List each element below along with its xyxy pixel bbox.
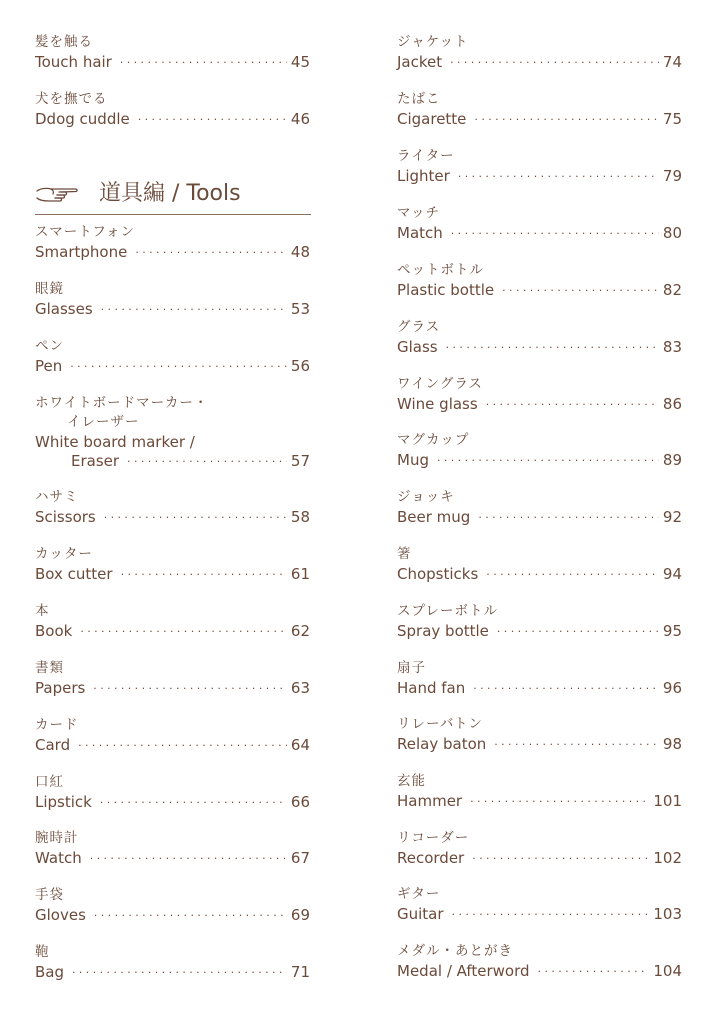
dot-leader (104, 508, 287, 527)
entry-title-en: Wine glass (397, 395, 478, 413)
entry-title-ja: 書類 (35, 660, 64, 676)
entry-title-en: Gloves (35, 906, 86, 924)
page-number: 56 (290, 357, 310, 375)
entry-title-en: Spray bottle (397, 622, 489, 640)
toc-entry[interactable] (397, 91, 682, 135)
toc-entry[interactable] (35, 91, 310, 135)
dot-leader (486, 565, 659, 584)
entry-title-en: Glass (397, 338, 438, 356)
entry-title-ja: カード (35, 717, 79, 733)
toc-entry[interactable] (397, 148, 682, 192)
entry-title-ja: リレーバトン (397, 716, 484, 732)
toc-entry[interactable] (35, 830, 310, 874)
page-number: 96 (662, 679, 682, 697)
dot-leader (120, 53, 287, 72)
page-number: 89 (662, 451, 682, 469)
page-number: 66 (290, 793, 310, 811)
entry-title-en: Papers (35, 679, 86, 697)
dot-leader (497, 622, 659, 641)
dot-leader (472, 849, 649, 868)
entry-title-ja: スマートフォン (35, 224, 136, 240)
entry-title-en: Hammer (397, 792, 463, 810)
entry-title-en: Mug (397, 451, 429, 469)
page-number: 101 (653, 792, 682, 810)
toc-entry[interactable] (397, 603, 682, 647)
dot-leader (94, 906, 287, 925)
dot-leader (474, 110, 658, 129)
entry-title-ja: ワイングラス (397, 376, 483, 392)
entry-title-en: Book (35, 622, 73, 640)
dot-leader (538, 962, 650, 981)
section-title: 道具編 / Tools (99, 181, 241, 206)
entry-title-ja: ジャケット (397, 34, 469, 50)
dot-leader (458, 167, 659, 186)
toc-entry[interactable] (397, 830, 682, 874)
page-number: 63 (290, 679, 310, 697)
entry-title-ja: スプレーボトル (397, 603, 498, 619)
entry-title-en: Touch hair (35, 53, 112, 71)
toc-entry[interactable] (35, 224, 310, 268)
dot-leader (78, 736, 287, 755)
page-number: 67 (290, 849, 310, 867)
page-number: 62 (290, 622, 310, 640)
entry-title-ja: マッチ (397, 205, 440, 221)
toc-entry[interactable] (35, 660, 310, 704)
dot-leader (478, 508, 659, 527)
page-number: 48 (290, 243, 310, 261)
dot-leader (93, 679, 287, 698)
dot-leader (437, 451, 659, 470)
entry-title-ja: 箸 (397, 546, 412, 562)
entry-title-en: Ddog cuddle (35, 110, 130, 128)
toc-entry[interactable] (35, 944, 310, 988)
page-number: 95 (662, 622, 682, 640)
toc-entry[interactable] (35, 395, 310, 475)
dot-leader (138, 110, 287, 129)
pointing-hand-icon (35, 182, 79, 204)
entry-title-ja: グラス (397, 319, 441, 335)
toc-entry[interactable] (397, 660, 682, 704)
entry-title-ja: 鞄 (35, 944, 50, 960)
entry-title-en: Jacket (397, 53, 443, 71)
toc-entry[interactable] (35, 34, 310, 78)
entry-title-ja: マグカップ (397, 432, 470, 448)
toc-entry[interactable] (35, 281, 310, 325)
entry-title-ja: ライター (397, 148, 455, 164)
entry-title-ja: 玄能 (397, 773, 426, 789)
page-number: 69 (290, 906, 310, 924)
dot-leader (452, 905, 650, 924)
entry-title-ja: メダル・あとがき (397, 943, 513, 959)
page-number: 104 (653, 962, 682, 980)
entry-title-en: Guitar (397, 905, 444, 923)
page-number: 75 (662, 110, 682, 128)
entry-title-ja: ペン (35, 338, 64, 354)
entry-title-en: Plastic bottle (397, 281, 495, 299)
page-number: 46 (290, 110, 310, 128)
dot-leader (502, 281, 659, 300)
entry-title-ja-line2: イレーザー (67, 414, 140, 430)
dot-leader (450, 53, 659, 72)
toc-entry[interactable] (397, 432, 682, 476)
toc-entry[interactable] (397, 34, 682, 78)
entry-title-en: Match (397, 224, 443, 242)
entry-title-ja: 口紅 (35, 774, 64, 790)
entry-title-ja: リコーダー (397, 830, 470, 846)
entry-title-ja: ジョッキ (397, 489, 455, 505)
entry-title-en: Hand fan (397, 679, 466, 697)
dot-leader (451, 224, 659, 243)
entry-title-en: Chopsticks (397, 565, 479, 583)
toc-entry[interactable] (35, 887, 310, 931)
entry-title-en: Lighter (397, 167, 450, 185)
toc-entry[interactable] (397, 716, 682, 760)
dot-leader (494, 735, 659, 754)
page-number: 74 (662, 53, 682, 71)
dot-leader (135, 243, 287, 262)
entry-title-en: Beer mug (397, 508, 471, 526)
dot-leader (80, 622, 287, 641)
entry-title-en: Card (35, 736, 71, 754)
page-number: 64 (290, 736, 310, 754)
page-number: 103 (653, 905, 682, 923)
entry-title-ja: カッター (35, 546, 93, 562)
toc-entry[interactable] (35, 603, 310, 647)
dot-leader (72, 963, 287, 982)
entry-title-en: Bag (35, 963, 65, 981)
dot-leader (101, 300, 287, 319)
entry-title-ja: 眼鏡 (35, 281, 64, 297)
toc-entry[interactable] (397, 773, 682, 817)
entry-title-ja: 手袋 (35, 887, 64, 903)
entry-title-en: Scissors (35, 508, 96, 526)
page-number: 61 (290, 565, 310, 583)
entry-title-ja: 腕時計 (35, 830, 79, 846)
dot-leader (90, 849, 287, 868)
page-number: 57 (290, 452, 310, 470)
toc-entry[interactable] (35, 774, 310, 818)
entry-title-ja: ギター (397, 886, 441, 902)
toc-entry[interactable] (397, 886, 682, 930)
dot-leader (470, 792, 649, 811)
entry-title-ja: ホワイトボードマーカー・ (35, 395, 209, 411)
entry-title-ja: 髪を触る (35, 34, 93, 50)
page-number: 58 (290, 508, 310, 526)
toc-entry[interactable] (397, 262, 682, 306)
dot-leader (121, 565, 287, 584)
dot-leader (100, 793, 287, 812)
page-number: 82 (662, 281, 682, 299)
entry-title-en: Relay baton (397, 735, 487, 753)
dot-leader (486, 395, 659, 414)
toc-entry[interactable] (397, 205, 682, 249)
page-number: 86 (662, 395, 682, 413)
toc-entry[interactable] (35, 338, 310, 382)
page-number: 98 (662, 735, 682, 753)
entry-title-en: Medal / Afterword (397, 962, 530, 980)
toc-entry[interactable] (35, 489, 310, 533)
dot-leader (446, 338, 659, 357)
toc-entry[interactable] (397, 376, 682, 420)
dot-leader (127, 452, 287, 471)
entry-title-en: Watch (35, 849, 82, 867)
section-heading-tools (35, 176, 311, 215)
entry-title-en: Box cutter (35, 565, 113, 583)
entry-title-ja: 本 (35, 603, 50, 619)
page-number: 92 (662, 508, 682, 526)
toc-entry[interactable] (35, 717, 310, 761)
entry-title-en-line2: Eraser (71, 452, 120, 470)
page-number: 53 (290, 300, 310, 318)
entry-title-en: Smartphone (35, 243, 128, 261)
entry-title-ja: ペットボトル (397, 262, 484, 278)
dot-leader (473, 679, 659, 698)
entry-title-en: Lipstick (35, 793, 92, 811)
toc-entry[interactable] (397, 943, 682, 987)
page-number: 45 (290, 53, 310, 71)
entry-title-en: Cigarette (397, 110, 467, 128)
dot-leader (70, 357, 287, 376)
page-number: 102 (653, 849, 682, 867)
toc-entry[interactable] (35, 546, 310, 590)
page-number: 71 (290, 963, 310, 981)
entry-title-en: White board marker / (35, 433, 195, 451)
page-number: 94 (662, 565, 682, 583)
entry-title-en: Recorder (397, 849, 465, 867)
entry-title-ja: 犬を撫でる (35, 91, 108, 107)
toc-entry[interactable] (397, 319, 682, 363)
page-number: 79 (662, 167, 682, 185)
toc-entry[interactable] (397, 489, 682, 533)
entry-title-ja: たばこ (397, 91, 441, 107)
entry-title-en: Pen (35, 357, 63, 375)
entry-title-en: Glasses (35, 300, 93, 318)
toc-entry[interactable] (397, 546, 682, 590)
page-number: 80 (662, 224, 682, 242)
entry-title-ja: 扇子 (397, 660, 426, 676)
entry-title-ja: ハサミ (35, 489, 79, 505)
page-number: 83 (662, 338, 682, 356)
